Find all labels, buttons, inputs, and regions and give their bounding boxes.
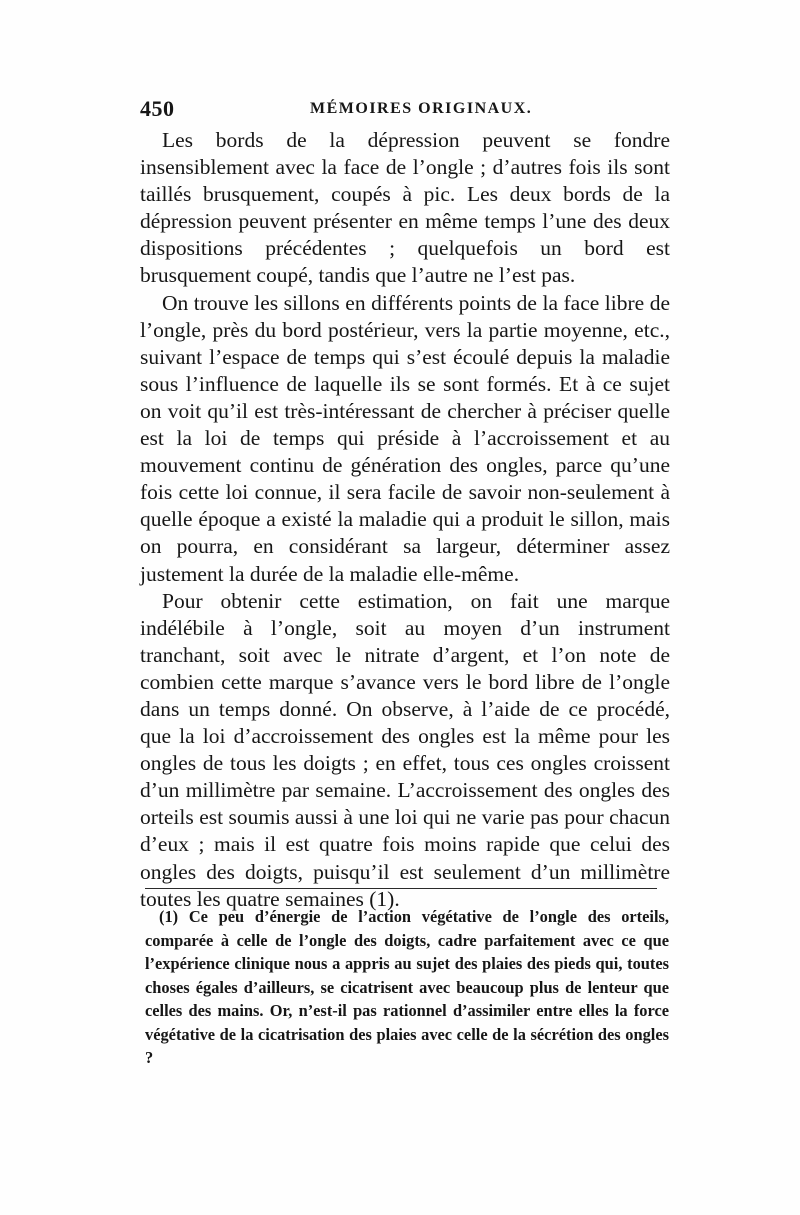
paragraph: Pour obtenir cette estimation, on fait une marque indélébile à l’ongle, soit au moyen d’un instrument tranchant, soit avec le nitrate d’argent, et l’on note de combien cette marque s’avance vers le bord libre de l’ongle dans un temps donné. On observe, à l’aide de ce procédé, que la loi d’accroissement des ongles est la même pour les ongles de tous les doigts ; en effet, tous ces ongles croissent d’un millimètre par semaine. L’accroissement des ongles des orteils est soumis aussi à une loi qui ne varie pas pour chacun d’eux ; mais il est quatre fois moins rapide que celui des ongles des doigts, puisqu’il est seulement d’un millimètre toutes les quatre semaines (1). [140, 588, 670, 911]
footnote [145, 905, 669, 1070]
running-head [140, 96, 660, 126]
footnote-paragraph: (1) Ce peu d’énergie de l’action végétative de l’ongle des orteils, comparée à celle de l’ongle des doigts, cadre parfaitement avec ce que l’expérience clinique nous a appris au sujet des plaies des pieds qui, toutes choses égales d’ailleurs, se cicatrisent avec beaucoup plus de lenteur que celles des mains. Or, n’est-il pas rationnel d’assimiler entre elles la force végétative de la cicatrisation des plaies avec celle de la sécrétion des ongles ? [145, 907, 669, 1067]
footnote-divider [145, 888, 657, 889]
paragraph: On trouve les sillons en différents points de la face libre de l’ongle, près du bord postérieur, vers la partie moyenne, etc., suivant l’espace de temps qui s’est écoulé depuis la maladie sous l’influence de laquelle ils se sont formés. Et à ce sujet on voit qu’il est très-intéressant de chercher à préciser quelle est la loi de temps qui préside à l’accroissement et au mouvement continu de génération des ongles, parce qu’une fois cette loi connue, il sera facile de savoir non-seulement à quelle époque a existé la maladie qui a produit le sillon, mais on pourra, en considérant sa largeur, déterminer assez justement la durée de la maladie elle-même. [140, 290, 670, 586]
paragraph: Les bords de la dépression peuvent se fondre insensiblement avec la face de l’ongle ; d’autres fois ils sont taillés brusquement, coupés à pic. Les deux bords de la dépression peuvent présenter en même temps l’une des deux dispositions précédentes ; quelquefois un bord est brusquement coupé, tandis que l’autre ne l’est pas. [140, 128, 670, 288]
main-text [140, 127, 670, 913]
running-title: MÉMOIRES ORIGINAUX. [310, 100, 533, 117]
page-number: 450 [140, 96, 175, 121]
